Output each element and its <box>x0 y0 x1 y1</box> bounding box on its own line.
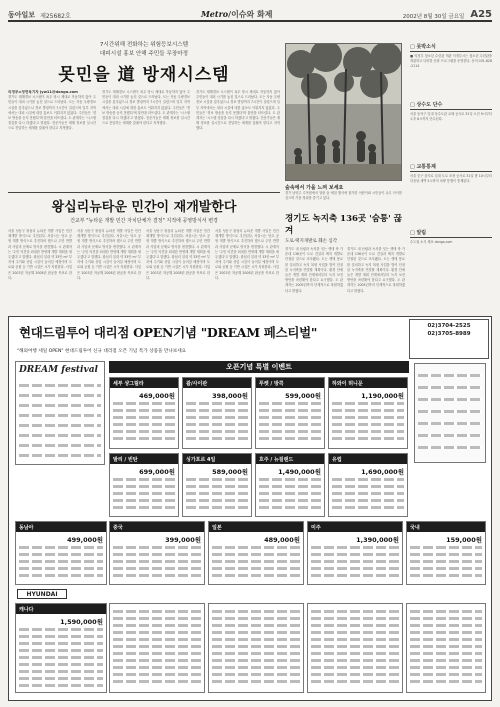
ad-tile <box>255 453 325 517</box>
news-sidebar <box>410 43 492 311</box>
third-story-body-col1: 경기도 내 산림과 녹지를 잇는 생태 축 가운데 136곳이 도로 건설과 택지 개발로 단절된 것으로 조사됐다. 도는 생태 통로를 설치하고 녹지 복원 사업을 벌여 단절된 녹지축을 연결할 계획이다. 환경 단체들은 개발 계획 단계에서부터 녹지 보전 방안을 마련해야 한다고 요구했다. 도 관계자는 2005년까지 단계적으로 복원하겠다고 밝혔다. <box>285 247 343 293</box>
second-story-body-col1: 서울 성동구 왕십리 뉴타운 개발 사업은 민간 재개발 방식으로 추진된다. 서울시는 당초 공영 개발 방식으로 추진하려 했으나 주민 반발과 사업비 문제로 방식을 변경했다. 시 관계자는 '주민 의견을 최대한 반영해 개발 계획을 세우겠다'고 말했다. 왕십리 일대 약 33만 m² 부지에 주거와 상업 시설이 들어설 예정이며 도로와 공원 등 기반 시설은 시가 지원한다. 사업은 2003년 착공해 2008년 완공을 목표로 한다. <box>8 229 72 280</box>
ad-tagline: "해외여행 세일 OPEN" 현대드림투어 신규 대리점 오픈 기념 특가 상품을 만나보세요 <box>17 349 187 354</box>
ad-tile <box>15 603 107 693</box>
publication-name: 동아일보 <box>8 11 36 19</box>
ad-tile <box>208 521 304 585</box>
ad-phone-1: 02)3704-2525 <box>427 323 471 329</box>
ad-tile <box>109 453 179 517</box>
main-story-byline: 의정부=정연욱기자 jyw11@donga.com <box>8 90 78 94</box>
third-story-headline: 경기도 녹지축 136곳 '숨통' 끊겨 <box>285 214 402 236</box>
sidebar-section-1-body: ■ 의정부 청소년 수련관 개관 의정부시는 청소년 수련관을 개관하고 다양한 문화 프로그램을 운영한다. 문의 031-828-2114 <box>410 54 492 69</box>
main-story <box>8 40 280 194</box>
ad-tile-title: 중국 <box>110 522 204 532</box>
ad-tile-price: 1,590,000원 <box>60 618 103 626</box>
issue-number: 제25682호 <box>40 13 71 20</box>
third-story-subhead: 도로·택지개발로 훼손 심각 <box>285 239 338 244</box>
ad-tile-title: 괌/사이판 <box>183 378 251 388</box>
page-number: A25 <box>470 9 492 20</box>
second-story-subhead: 건교부 "뉴타운 개발 민간 자치단체가 결정" 지적에 공영방식서 변경 <box>70 218 218 224</box>
ad-tile-title: 호주 / 뉴질랜드 <box>256 454 324 464</box>
sidebar-section-3-title: □ 교통통제 <box>410 163 492 172</box>
ad-tile-price: 599,000원 <box>285 392 321 400</box>
ad-brand-logo: HYUNDAI <box>17 589 67 599</box>
ad-phone-2: 02)3705-8989 <box>427 331 471 337</box>
ad-tile-price: 469,000원 <box>139 392 175 400</box>
main-story-body-col3: 경기도 재해경보 시스템이 폭우 당시 제대로 작동하지 않아 주민들이 대피 시기를 놓친 것으로 드러났다. 도는 자동 우량경보 시설을 갖추었으나 경보 발령까지 7시간이 걸렸으며 일부 지역에서는 대피 시설에 대한 홍보도 이뤄지지 않았다. 주민들은 '경보 방송을 듣지 못했다'며 불만을 터뜨렸다. 도 관계자는 '시스템 점검을 다시 하겠다'고 밝혔다. 전문가들은 재해 정보를 실시간으로 전달하는 체계를 갖춰야 한다고 지적했다. <box>196 90 280 131</box>
main-story-body-col2: 경기도 재해경보 시스템이 폭우 당시 제대로 작동하지 않아 주민들이 대피 시기를 놓친 것으로 드러났다. 도는 자동 우량경보 시설을 갖추었으나 경보 발령까지 7시간이 걸렸으며 일부 지역에서는 대피 시설에 대한 홍보도 이뤄지지 않았다. 주민들은 '경보 방송을 듣지 못했다'며 불만을 터뜨렸다. 도 관계자는 '시스템 점검을 다시 하겠다'고 밝혔다. 전문가들은 재해 정보를 실시간으로 전달하는 체계를 갖춰야 한다고 지적했다. <box>102 90 190 126</box>
ad-tile-title: 발리 / 빈탄 <box>110 454 178 464</box>
ad-tile <box>182 377 252 449</box>
ad-side-panel <box>414 363 486 463</box>
ad-tile-blank <box>208 603 304 693</box>
travel-advertisement <box>8 316 492 701</box>
second-story <box>8 192 280 322</box>
ad-tile-price: 398,000원 <box>212 392 248 400</box>
forest-photo-image <box>286 44 402 181</box>
main-story-byline-column <box>8 90 96 186</box>
ad-banner <box>9 317 399 347</box>
ad-tile-blank <box>406 603 486 693</box>
ad-tile-title: 푸켓 / 방콕 <box>256 378 324 388</box>
forest-photo <box>285 43 402 181</box>
ad-tile-price: 1,190,000원 <box>361 392 404 400</box>
ad-tile-price: 159,000원 <box>446 536 482 544</box>
ad-tile-price: 1,690,000원 <box>361 468 404 476</box>
ad-tile <box>328 377 408 449</box>
ad-tile <box>307 521 403 585</box>
ad-tile-title: 미주 <box>308 522 402 532</box>
ad-tile-title: 하와이 허니문 <box>329 378 407 388</box>
ad-tile-title: 동남아 <box>16 522 106 532</box>
ad-tile-blank <box>109 603 205 693</box>
sidebar-section-4-body: 수도권 소식 제보 donga.com <box>410 240 453 244</box>
sidebar-section-2-body: 서울 동작구 일대 상수도관 교체 공사로 31일 오전 9시부터 오후 6시까지 단수된다. <box>410 112 492 122</box>
ad-tile-title: 싱가포르 4일 <box>183 454 251 464</box>
ad-tile <box>109 377 179 449</box>
ad-festival-label: DREAM festival <box>19 365 98 375</box>
photo-caption-block <box>285 184 402 207</box>
ad-tile <box>109 521 205 585</box>
main-story-headline: 못민을 道 방재시스템 <box>58 65 230 85</box>
main-story-kicker-2: 대피시설 홍보 안해 주민들 무장마정 <box>99 51 189 57</box>
main-story-kicker-1: 7시간위해 전화하는 위험등보시스템 <box>99 42 189 48</box>
second-story-headline: 왕십리뉴타운 민간이 재개발한다 <box>51 200 237 215</box>
second-story-body-col3: 서울 성동구 왕십리 뉴타운 개발 사업은 민간 재개발 방식으로 추진된다. 서울시는 당초 공영 개발 방식으로 추진하려 했으나 주민 반발과 사업비 문제로 방식을 변경했다. 시 관계자는 '주민 의견을 최대한 반영해 개발 계획을 세우겠다'고 말했다. 왕십리 일대 약 33만 m² 부지에 주거와 상업 시설이 들어설 예정이며 도로와 공원 등 기반 시설은 시가 지원한다. 사업은 2003년 착공해 2008년 완공을 목표로 한다. <box>146 229 210 280</box>
ad-tile <box>328 453 408 517</box>
publish-date: 2002년 8월 30일 금요일 <box>402 14 465 20</box>
ad-tile-price: 1,490,000원 <box>278 468 321 476</box>
third-story-body-col2: 경기도 내 산림과 녹지를 잇는 생태 축 가운데 136곳이 도로 건설과 택지 개발로 단절된 것으로 조사됐다. 도는 생태 통로를 설치하고 녹지 복원 사업을 벌여 단절된 녹지축을 연결할 계획이다. 환경 단체들은 개발 계획 단계에서부터 녹지 보전 방안을 마련해야 한다고 요구했다. 도 관계자는 2005년까지 단계적으로 복원하겠다고 밝혔다. <box>347 247 405 293</box>
third-story <box>285 212 405 327</box>
section-title-text: /이슈와 화제 <box>228 10 273 19</box>
ad-tile-title: 유럽 <box>329 454 407 464</box>
ad-tile-price: 499,000원 <box>67 536 103 544</box>
ad-tile-price: 399,000원 <box>165 536 201 544</box>
ad-tile-blank <box>307 603 403 693</box>
ad-tile <box>406 521 486 585</box>
ad-tile <box>255 377 325 449</box>
ad-tile-title: 국내 <box>407 522 485 532</box>
ad-phone-box <box>409 319 489 359</box>
ad-tile-price: 1,390,000원 <box>356 536 399 544</box>
photo-caption: 숲속에서 가을 느껴 보세요 <box>285 185 344 191</box>
photo-caption-body: 경기 남양주 수목원에서 열린 숲 체험 행사에 참가한 어린이와 시민들이 나무 사이를 걸으며 가을 정취를 즐기고 있다. <box>285 191 402 201</box>
ad-tile-price: 589,000원 <box>212 468 248 476</box>
ad-tile-title: 일본 <box>209 522 303 532</box>
ad-tile-price: 489,000원 <box>264 536 300 544</box>
second-story-body-col2: 서울 성동구 왕십리 뉴타운 개발 사업은 민간 재개발 방식으로 추진된다. 서울시는 당초 공영 개발 방식으로 추진하려 했으나 주민 반발과 사업비 문제로 방식을 변경했다. 시 관계자는 '주민 의견을 최대한 반영해 개발 계획을 세우겠다'고 말했다. 왕십리 일대 약 33만 m² 부지에 주거와 상업 시설이 들어설 예정이며 도로와 공원 등 기반 시설은 시가 지원한다. 사업은 2003년 착공해 2008년 완공을 목표로 한다. <box>77 229 141 280</box>
ad-tile-price: 699,000원 <box>139 468 175 476</box>
second-story-body-col4: 서울 성동구 왕십리 뉴타운 개발 사업은 민간 재개발 방식으로 추진된다. 서울시는 당초 공영 개발 방식으로 추진하려 했으나 주민 반발과 사업비 문제로 방식을 변경했다. 시 관계자는 '주민 의견을 최대한 반영해 개발 계획을 세우겠다'고 말했다. 왕십리 일대 약 33만 m² 부지에 주거와 상업 시설이 들어설 예정이며 도로와 공원 등 기반 시설은 시가 지원한다. 사업은 2003년 착공해 2008년 완공을 목표로 한다. <box>215 229 279 280</box>
sidebar-section-3-body: 서울 중구 을지로 일대 도로 포장 공사로 31일 밤 10시부터 다음날 새벽 5시까지 차량 통행이 통제된다. <box>410 174 492 184</box>
section-logo: Metro <box>200 9 229 19</box>
ad-tile-title: 캐나다 <box>16 604 106 614</box>
ad-features-heading: 오픈기념 특별 이벤트 <box>109 361 409 373</box>
sidebar-section-2-title: □ 상수도 단수 <box>410 101 492 110</box>
main-story-body-col1: 경기도 재해경보 시스템이 폭우 당시 제대로 작동하지 않아 주민들이 대피 시기를 놓친 것으로 드러났다. 도는 자동 우량경보 시설을 갖추었으나 경보 발령까지 7시간이 걸렸으며 일부 지역에서는 대피 시설에 대한 홍보도 이뤄지지 않았다. 주민들은 '경보 방송을 듣지 못했다'며 불만을 터뜨렸다. 도 관계자는 '시스템 점검을 다시 하겠다'고 밝혔다. 전문가들은 재해 정보를 실시간으로 전달하는 체계를 갖춰야 한다고 지적했다. <box>8 95 96 131</box>
page-header <box>8 6 492 22</box>
ad-tile <box>15 521 107 585</box>
ad-tile-title: 세부 샹그릴라 <box>110 378 178 388</box>
ad-banner-title: 현대드림투어 대리점 OPEN기념 "DREAM 페스티벌" <box>19 325 318 340</box>
sidebar-section-4-title: □ 알림 <box>410 229 492 238</box>
ad-tile <box>182 453 252 517</box>
ad-festival-panel <box>15 361 105 465</box>
sidebar-section-1-title: □ 못박소식 <box>410 43 492 52</box>
section-title <box>71 9 403 20</box>
